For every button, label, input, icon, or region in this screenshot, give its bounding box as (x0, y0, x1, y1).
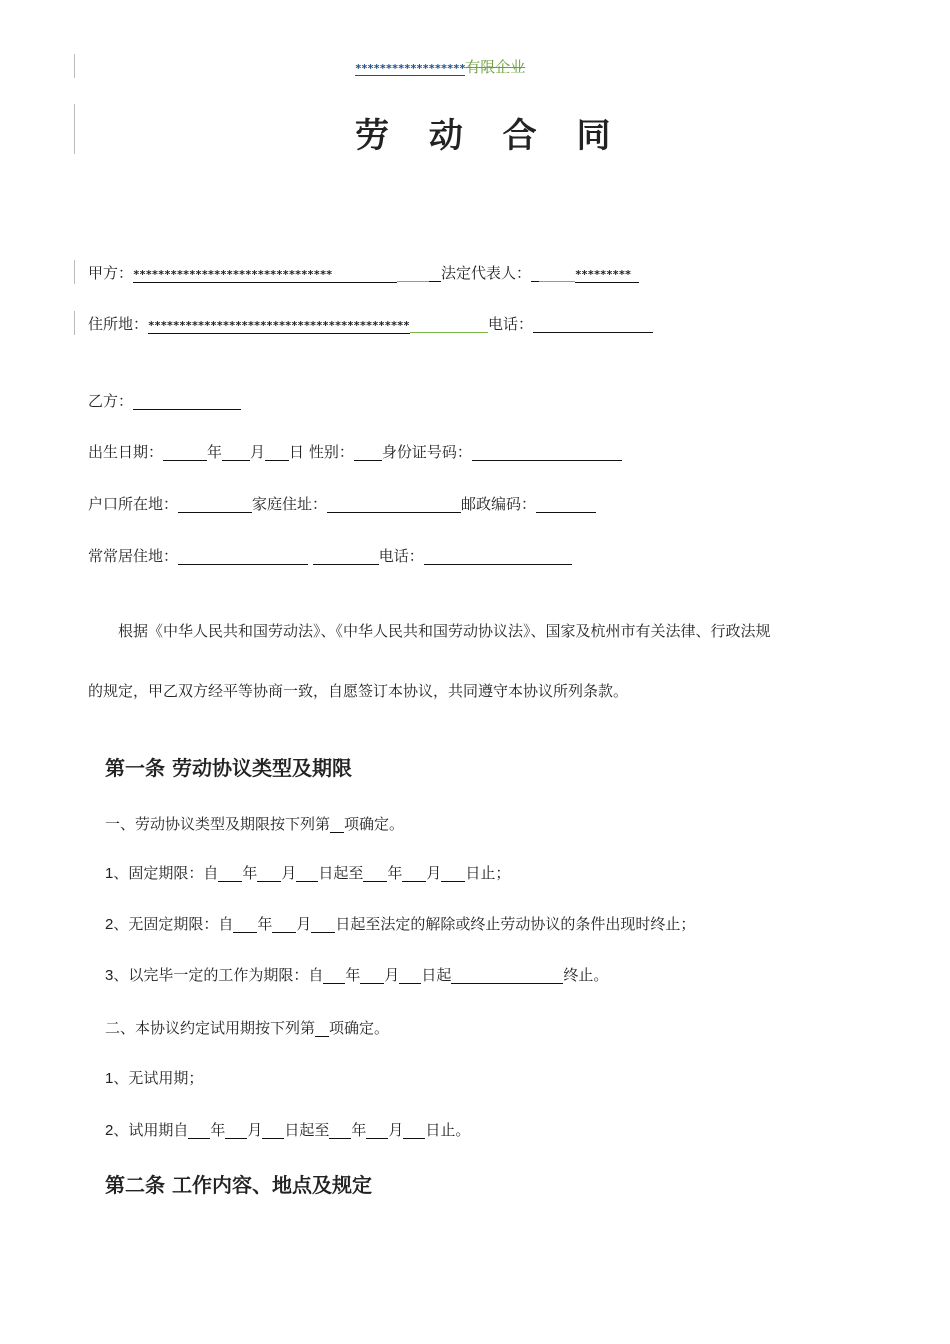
birth-label: 出生日期： (88, 443, 164, 461)
postal-label: 邮政编码： (461, 495, 537, 513)
year-label: 年 (345, 967, 361, 984)
day-label: 日 (289, 443, 305, 461)
blank (218, 866, 242, 882)
hukou-label: 户口所在地： (88, 495, 179, 513)
blank (536, 497, 596, 513)
blank (539, 266, 575, 282)
blank (366, 1123, 388, 1139)
blank (262, 1123, 284, 1139)
month-label: 月 (296, 916, 312, 933)
blank (429, 266, 441, 282)
party-a-rep-label: 法定代表人： (441, 264, 532, 282)
margin-mark (74, 104, 75, 154)
no-trial-line: 1、无试用期； (105, 1070, 204, 1087)
company-header (355, 56, 525, 77)
blank (533, 317, 653, 333)
intro-line-2: 的规定，甲乙双方经平等协商一致，自愿签订本协议，共同遵守本协议所列条款。 (88, 682, 629, 700)
item-text: 项确定。 (344, 815, 405, 833)
id-label: 身份证号码： (381, 443, 472, 461)
blank (441, 866, 465, 882)
item-text: 日起至 (318, 865, 364, 882)
month-label: 月 (281, 865, 297, 882)
year-label: 年 (210, 1122, 226, 1139)
residence-label: 常常居住地： (88, 547, 179, 565)
residence-phone-label: 电话： (378, 547, 424, 565)
blank (327, 497, 461, 513)
party-a-rep-stars: ********* (575, 268, 639, 283)
item-text: 日起 (421, 967, 452, 984)
blank (399, 968, 421, 984)
blank (225, 1123, 247, 1139)
item-text: 一、劳动协议类型及期限按下列第 (105, 815, 331, 833)
party-a-label: 甲方： (88, 264, 134, 282)
party-a-phone-label: 电话： (488, 315, 534, 333)
blank (233, 917, 257, 933)
party-b-residence-line (88, 546, 572, 566)
article-2-heading: 第二条 工作内容、地点及规定 (105, 1173, 372, 1197)
item-text: 日起至 (284, 1122, 330, 1139)
blank (363, 866, 387, 882)
blank (402, 866, 426, 882)
blank (313, 549, 379, 565)
blank (410, 317, 488, 333)
item-text: 3、以完毕一定的工作为期限：自 (105, 967, 324, 984)
item-text: 2、试用期自 (105, 1122, 189, 1139)
blank (403, 1123, 425, 1139)
blank (397, 266, 429, 282)
fixed-term-line (105, 864, 510, 884)
item-text: 1、固定期限：自 (105, 865, 219, 882)
item-text: 日止。 (425, 1122, 471, 1139)
document-title: 劳 动 合 同 (355, 116, 625, 156)
blank (424, 549, 572, 565)
article-1-item-1 (105, 814, 404, 834)
item-text: 终止。 (563, 967, 609, 984)
year-label: 年 (257, 916, 273, 933)
home-label: 家庭住址： (252, 495, 328, 513)
item-text: 日止； (465, 865, 511, 882)
blank (188, 1123, 210, 1139)
article-1-heading: 第一条 劳动协议类型及期限 (105, 756, 352, 780)
margin-mark (74, 260, 75, 284)
month-label: 月 (426, 865, 442, 882)
blank (296, 866, 318, 882)
article-1-item-2 (105, 1018, 389, 1038)
trial-line (105, 1121, 470, 1141)
blank (163, 445, 207, 461)
blank (472, 445, 622, 461)
blank (451, 968, 563, 984)
blank (531, 266, 539, 282)
item-text: 项确定。 (329, 1019, 390, 1037)
year-label: 年 (351, 1122, 367, 1139)
blank (315, 1021, 329, 1037)
item-text: 2、无固定期限：自 (105, 916, 234, 933)
year-label: 年 (242, 865, 258, 882)
party-b-line (88, 391, 241, 411)
blank (257, 866, 281, 882)
party-a-address-stars: ****************************************** (148, 319, 410, 332)
company-suffix: 有限企业 (465, 58, 526, 76)
blank (330, 817, 344, 833)
item-text: 日起至法定的解除或终止劳动协议的条件出现时终止； (335, 916, 696, 933)
blank (272, 917, 296, 933)
margin-mark (74, 311, 75, 335)
blank (222, 445, 250, 461)
blank (265, 445, 289, 461)
blank (360, 968, 384, 984)
company-name-stars: ****************** (355, 62, 466, 75)
blank (323, 968, 345, 984)
blank (311, 917, 335, 933)
party-b-hukou-line (88, 494, 596, 514)
year-label: 年 (387, 865, 403, 882)
blank (133, 394, 241, 410)
month-label: 月 (247, 1122, 263, 1139)
month-label: 月 (388, 1122, 404, 1139)
party-b-birth-line (88, 442, 622, 462)
margin-mark (74, 54, 75, 78)
open-term-line (105, 915, 695, 935)
blank (178, 497, 252, 513)
gender-label: 性别： (308, 443, 354, 461)
party-a-name-stars: ******************************** (133, 268, 397, 283)
task-term-line (105, 966, 608, 986)
month-label: 月 (250, 443, 266, 461)
item-text: 二、本协议约定试用期按下列第 (105, 1019, 316, 1037)
party-a-line (88, 263, 639, 283)
year-label: 年 (207, 443, 223, 461)
party-b-label: 乙方： (88, 392, 134, 410)
blank (329, 1123, 351, 1139)
month-label: 月 (384, 967, 400, 984)
party-a-address-label: 住所地： (88, 315, 149, 333)
intro-line-1: 根据《中华人民共和国劳动法》、《中华人民共和国劳动协议法》、国家及杭州市有关法律、行政法规 (118, 622, 771, 640)
blank (354, 445, 382, 461)
party-a-address-line (88, 314, 653, 334)
blank (178, 549, 308, 565)
